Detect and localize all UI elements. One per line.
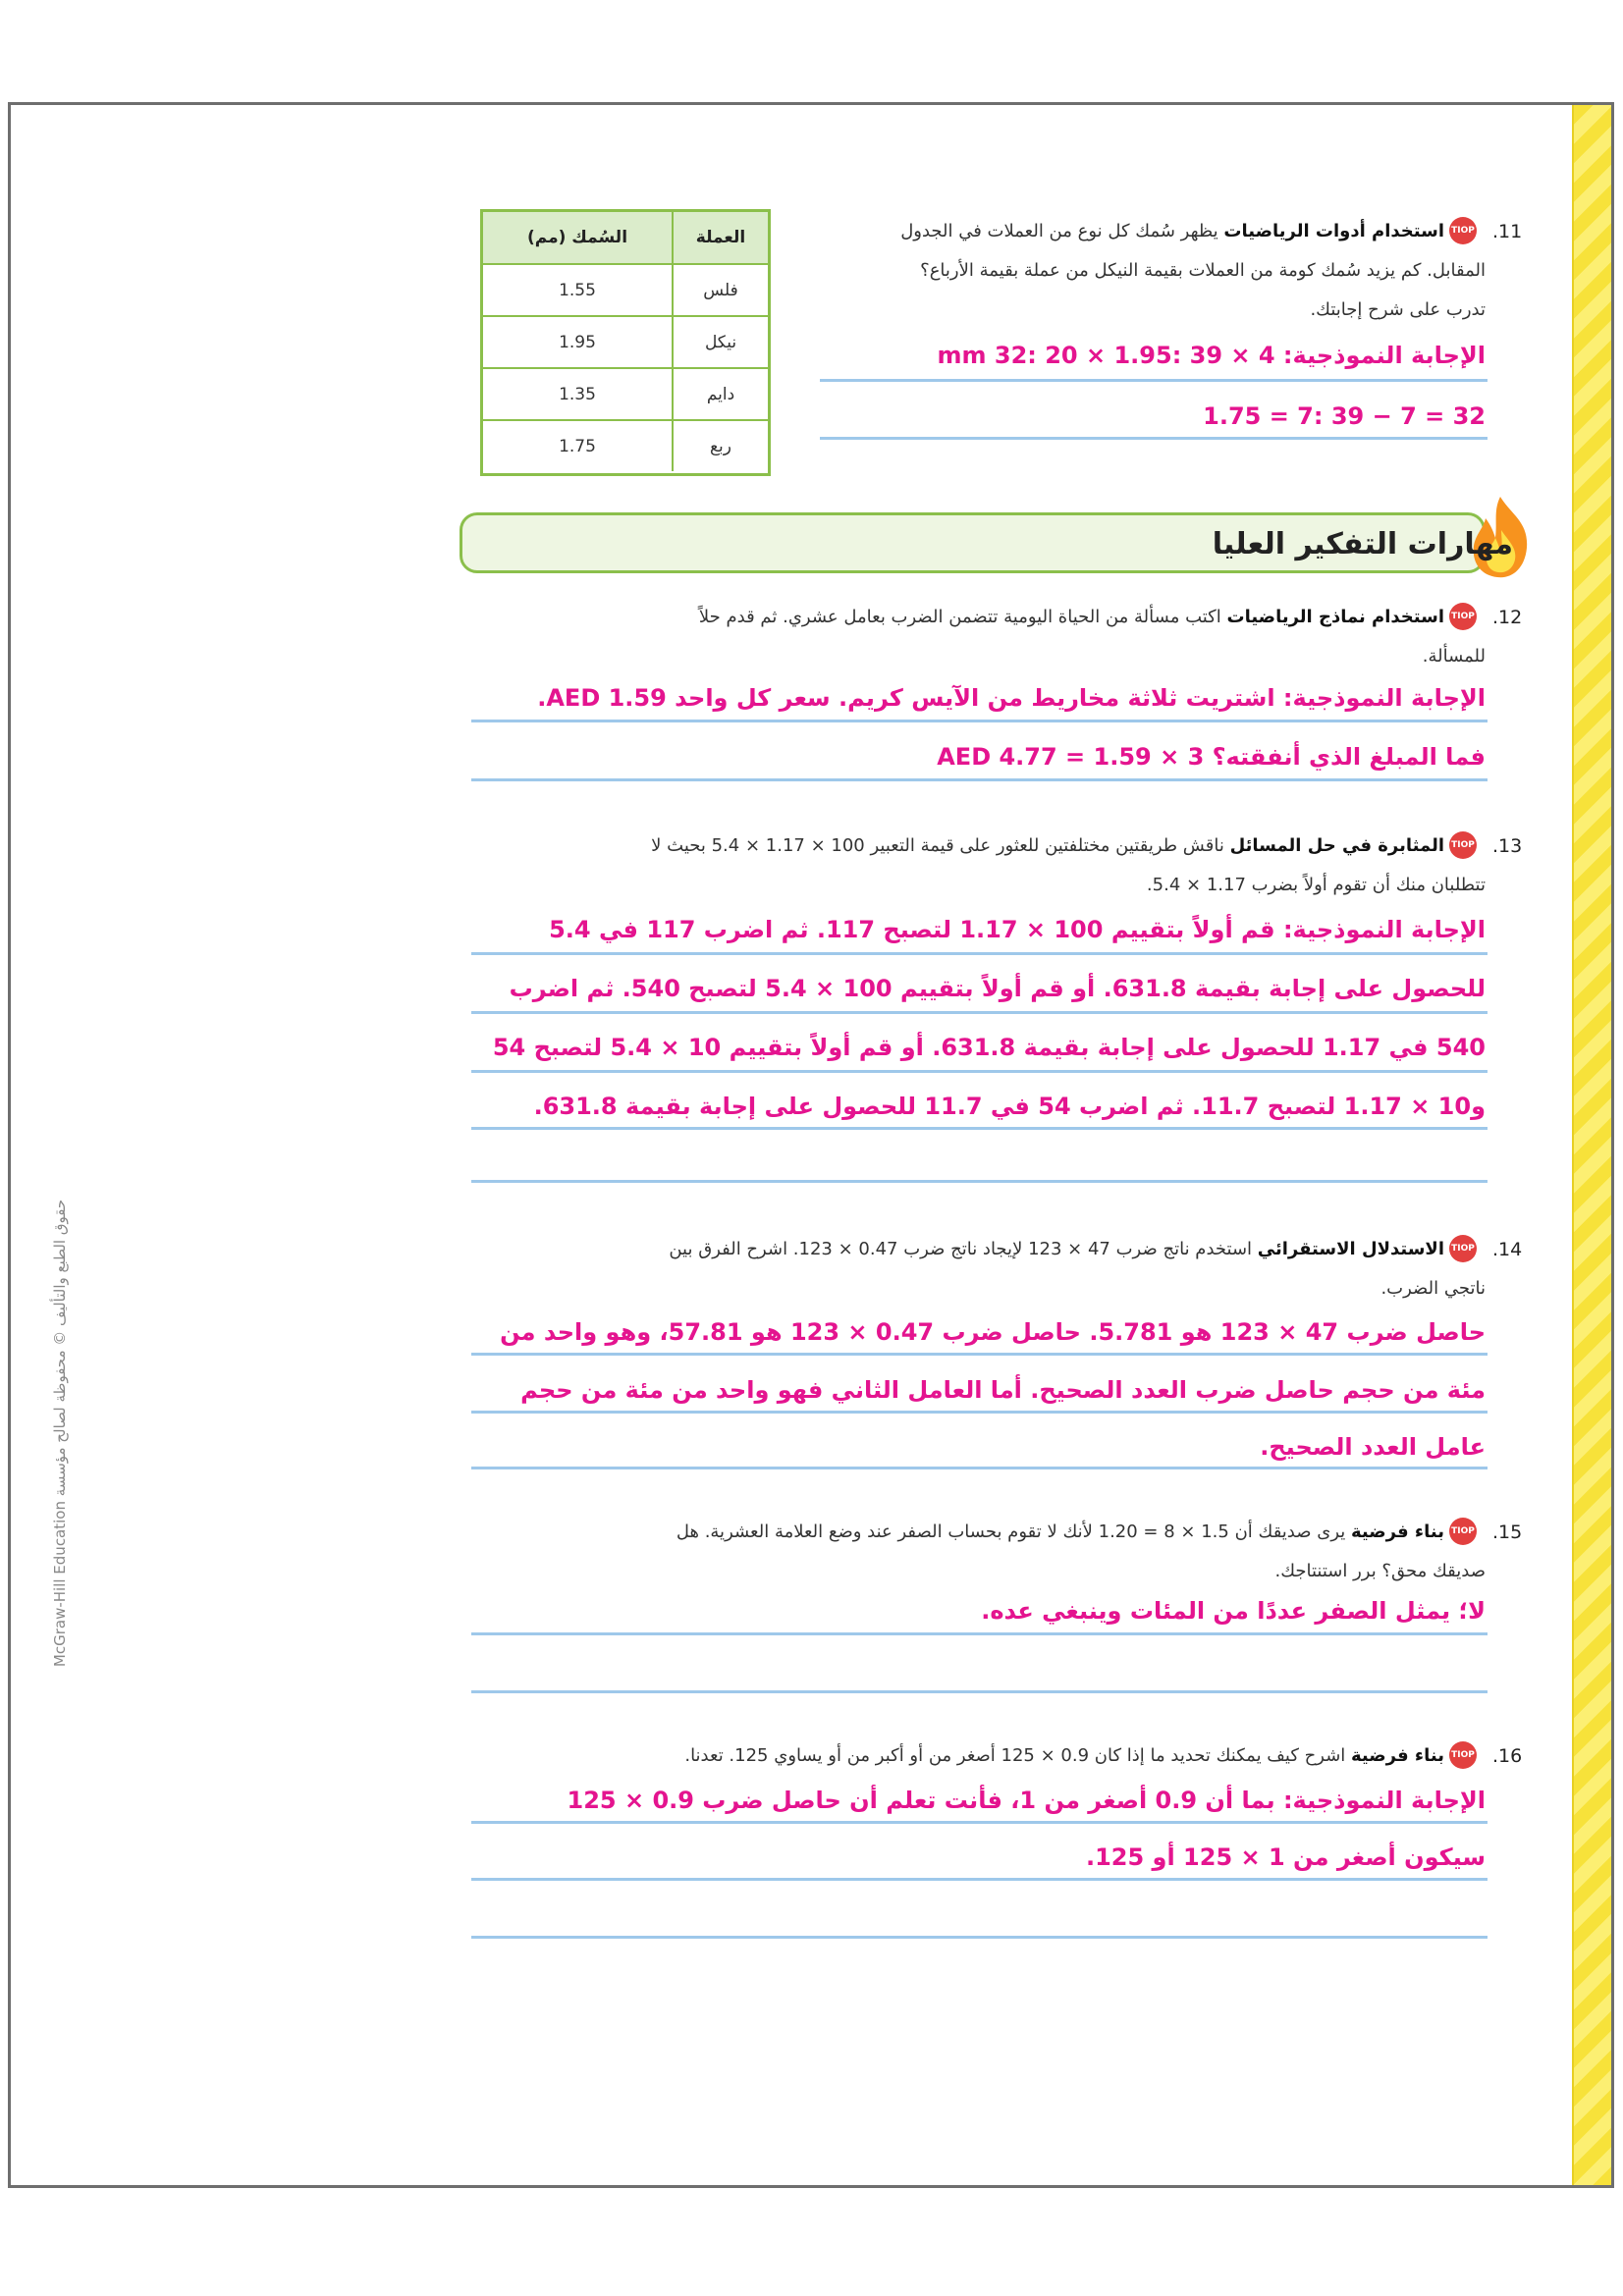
- table-row: [483, 263, 768, 315]
- question-text: اكتب مسألة من الحياة اليومية تتضمن الضرب بعامل عشري. ثم قدم حلاً: [698, 607, 1227, 627]
- thickness-cell: 1.55: [559, 280, 596, 300]
- answer-rule: [471, 1632, 1488, 1635]
- question-text: استخدم ناتج ضرب 47 × 123 لإيجاد ناتج ضرب 0.47 × 123. اشرح الفرق بين: [669, 1239, 1258, 1259]
- answer-line: 540 في 1.17 للحصول على إجابة بقيمة 631.8. أو قم أولاً بتقييم 10 × 5.4 لتصبح 54: [492, 1034, 1486, 1061]
- question-line: تدرب على شرح إجابتك.: [1310, 299, 1486, 320]
- answer-line: الإجابة النموذجية: 4 × 39 :1.95 × 20 :32 mm: [937, 342, 1486, 369]
- answer-line: و10 × 1.17 لتصبح 11.7. ثم اضرب 54 في 11.7 للحصول على إجابة بقيمة 631.8.: [533, 1093, 1486, 1120]
- exercise-number: 12.: [1492, 607, 1523, 628]
- coin-cell: فلس: [672, 265, 768, 315]
- answer-line: للحصول على إجابة بقيمة 631.8. أو قم أولاً بتقييم 100 × 5.4 لتصبح 540. ثم اضرب: [509, 975, 1486, 1002]
- question-line: تتطلبان منك أن تقوم أولاً بضرب 1.17 × 5.4.: [1146, 875, 1486, 895]
- exercise-number: 11.: [1492, 221, 1523, 242]
- answer-rule: [471, 1127, 1488, 1130]
- answer-rule: [471, 1411, 1488, 1414]
- table-row: [483, 419, 768, 471]
- table-row: [483, 315, 768, 367]
- answer-line: لا؛ يمثل الصفر عددًا من المئات وينبغي عده.: [981, 1597, 1486, 1625]
- question-skill: استخدام نماذج الرياضيات: [1226, 607, 1444, 627]
- question-skill: استخدام أدوات الرياضيات: [1223, 221, 1444, 241]
- exercise-number: 14.: [1492, 1239, 1523, 1260]
- thickness-cell: 1.35: [559, 384, 596, 404]
- table-header-row: [483, 212, 768, 263]
- answer-rule: [471, 1353, 1488, 1356]
- question-line: [669, 1239, 1444, 1259]
- answer-rule: [471, 1821, 1488, 1824]
- answer-line: عامل العدد الصحيح.: [1260, 1433, 1486, 1461]
- thickness-header: السُمك (مم): [526, 228, 628, 247]
- answer-rule: [471, 778, 1488, 781]
- question-text: يظهر سُمك كل نوع من العملات في الجدول: [900, 221, 1224, 241]
- question-line: [900, 221, 1444, 241]
- answer-rule: [471, 1467, 1488, 1469]
- answer-line: الإجابة النموذجية: اشتريت ثلاثة مخاريط من الآيس كريم. سعر كل واحد AED 1.59.: [537, 684, 1486, 712]
- question-text: اشرح كيف يمكنك تحديد ما إذا كان 0.9 × 125 أصغر من أو أكبر من أو يساوي 125. تعدنا.: [684, 1745, 1352, 1766]
- question-line: للمسألة.: [1422, 646, 1486, 667]
- answer-rule: [471, 1690, 1488, 1693]
- coin-header: العملة: [672, 212, 768, 263]
- tiop-badge-icon: TIOP: [1449, 831, 1477, 859]
- exercise-number: 13.: [1492, 835, 1523, 857]
- answer-line: سيكون أصغر من 1 × 125 أو 125.: [1085, 1843, 1486, 1871]
- tiop-badge-icon: TIOP: [1449, 217, 1477, 244]
- question-line: صديقك محق؟ برر استنتاجك.: [1274, 1561, 1486, 1581]
- question-line: المقابل. كم يزيد سُمك كومة من العملات بقيمة النيكل من عملة بقيمة الأرباع؟: [920, 260, 1486, 281]
- table-row: [483, 367, 768, 419]
- answer-rule: [471, 1180, 1488, 1183]
- tiop-badge-icon: TIOP: [1449, 1518, 1477, 1545]
- thickness-cell: 1.95: [559, 332, 596, 352]
- answer-line: حاصل ضرب 47 × 123 هو 5.781. حاصل ضرب 0.47 × 123 هو 57.81، وهو واحد من: [500, 1318, 1486, 1346]
- answer-line: الإجابة النموذجية: قم أولاً بتقييم 100 × 1.17 لتصبح 117. ثم اضرب 117 في 5.4: [549, 916, 1486, 943]
- answer-rule: [471, 952, 1488, 955]
- answer-line: 32 = 7 − 39 :7 = 1.75: [1203, 402, 1486, 430]
- answer-rule: [471, 1011, 1488, 1014]
- question-skill: بناء فرضية: [1351, 1522, 1444, 1542]
- tiop-badge-icon: TIOP: [1449, 1741, 1477, 1769]
- question-skill: بناء فرضية: [1351, 1745, 1444, 1766]
- question-text: يرى صديقك أن 1.5 × 8 = 1.20 لأنك لا تقوم بحساب الصفر عند وضع العلامة العشرية. هل: [676, 1522, 1352, 1542]
- answer-rule: [471, 1070, 1488, 1073]
- thickness-cell: 1.75: [559, 436, 596, 456]
- coin-cell: ربع: [672, 421, 768, 471]
- coin-cell: دايم: [672, 369, 768, 419]
- question-line: ناتجي الضرب.: [1380, 1278, 1486, 1299]
- tiop-badge-icon: TIOP: [1449, 1235, 1477, 1262]
- answer-line: الإجابة النموذجية: بما أن 0.9 أصغر من 1، فأنت تعلم أن حاصل ضرب 0.9 × 125: [567, 1787, 1486, 1814]
- answer-line: فما المبلغ الذي أنفقته؟ 3 × 1.59 = AED 4.77: [937, 743, 1486, 771]
- tiop-badge-icon: TIOP: [1449, 603, 1477, 630]
- answer-rule: [471, 1936, 1488, 1939]
- side-copyright-credit: حقوق الطبع والتأليف © محفوظة لصالح مؤسسة McGraw-Hill Education: [51, 1199, 69, 1668]
- answer-rule: [820, 437, 1488, 440]
- section-title: مهارات التفكير العليا: [1212, 527, 1513, 561]
- question-line: [651, 835, 1444, 856]
- question-line: [684, 1745, 1444, 1766]
- answer-rule: [471, 1878, 1488, 1881]
- coin-cell: نيكل: [672, 317, 768, 367]
- answer-line: مئة من حجم حاصل ضرب العدد الصحيح. أما العامل الثاني فهو واحد من مئة من حجم: [520, 1376, 1486, 1404]
- answer-rule: [820, 379, 1488, 382]
- question-line: [699, 607, 1444, 627]
- exercise-number: 16.: [1492, 1745, 1523, 1767]
- question-skill: الاستدلال الاستقرائي: [1257, 1239, 1444, 1259]
- exercise-number: 15.: [1492, 1522, 1523, 1543]
- question-line: [676, 1522, 1444, 1542]
- question-text: ناقش طريقتين مختلفتين للعثور على قيمة التعبير 100 × 1.17 × 5.4 بحيث لا: [651, 835, 1230, 856]
- coin-thickness-table: [480, 209, 771, 476]
- answer-rule: [471, 720, 1488, 722]
- question-skill: المثابرة في حل المسائل: [1229, 835, 1444, 856]
